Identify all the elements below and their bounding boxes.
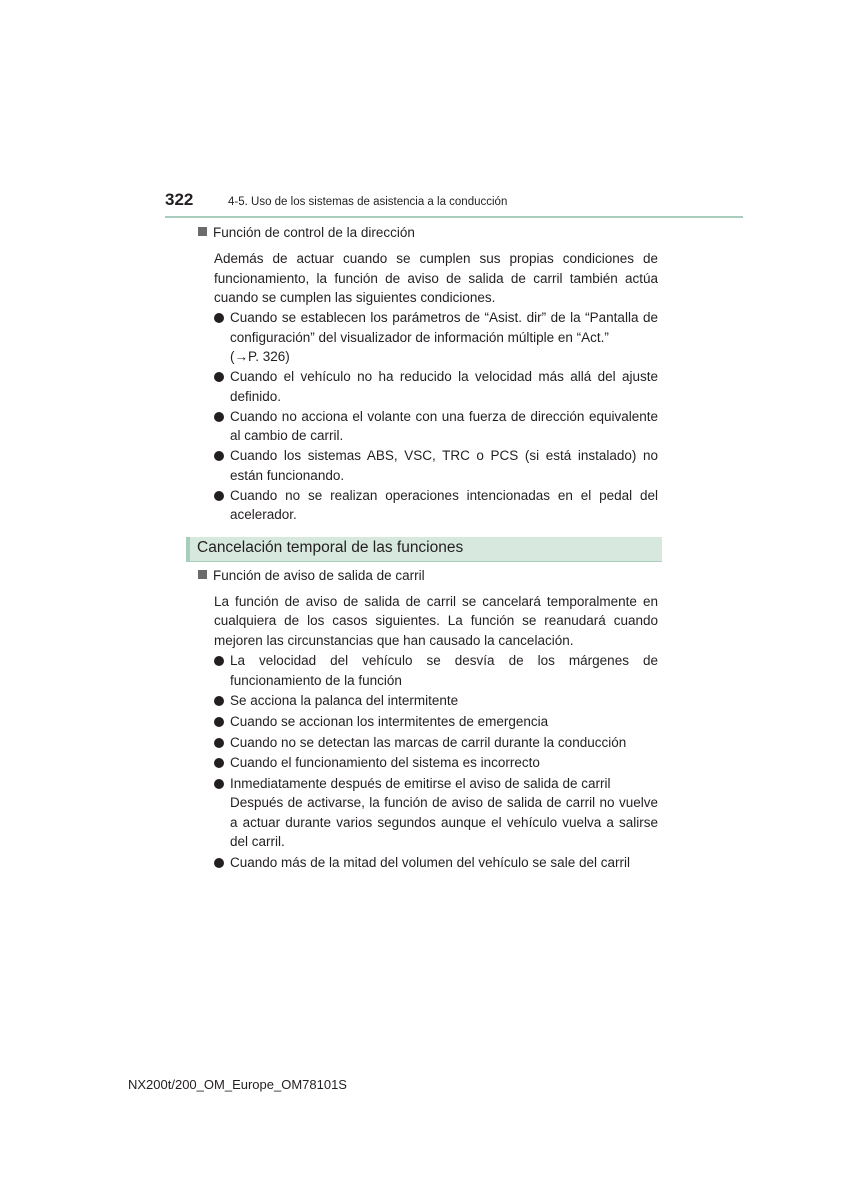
list-item [214, 308, 658, 367]
list-item [214, 853, 658, 873]
list-item-text: Cuando el vehículo no ha reducido la velocidad más allá del ajuste definido. [230, 369, 658, 404]
bullet-icon [214, 656, 224, 666]
cancellation-paragraph: La función de aviso de salida de carril se cancelará temporalmente en cualquiera de los casos siguientes. La función se reanudará cuando mejoren las circunstancias que han causado la cancelación. [214, 594, 658, 648]
bullet-icon [214, 491, 224, 501]
list-item [214, 712, 658, 732]
bullet-icon [214, 696, 224, 706]
subheading-lane-departure [198, 568, 425, 583]
list-item-text: La velocidad del vehículo se desvía de los márgenes de funcionamiento de la función [230, 653, 658, 688]
list-item [214, 774, 658, 852]
list-item [214, 367, 658, 406]
list-item-note: Después de activarse, la función de aviso de salida de carril no vuelve a actuar durante varios segundos aunque el vehículo vuelva a salirse del carril. [230, 795, 658, 850]
list-item-text: Cuando no se detectan las marcas de carril durante la conducción [230, 734, 627, 750]
bullet-icon [214, 717, 224, 727]
document-code: NX200t/200_OM_Europe_OM78101S [128, 1077, 347, 1092]
chapter-title: 4-5. Uso de los sistemas de asistencia a la conducción [228, 196, 508, 208]
list-item [214, 486, 658, 525]
bullet-icon [214, 779, 224, 789]
page-number: 322 [165, 190, 194, 209]
list-item-text: Cuando el funcionamiento del sistema es incorrecto [230, 755, 540, 771]
list-item [214, 407, 658, 446]
bullet-icon [214, 758, 224, 768]
list-item [214, 753, 658, 773]
list-item-text: Inmediatamente después de emitirse el aviso de salida de carril [230, 775, 611, 791]
list-item-text: Cuando no se realizan operaciones intencionadas en el pedal del acelerador. [230, 487, 658, 522]
list-item-text: Cuando se establecen los parámetros de “Asist. dir” de la “Pantalla de configuración” del visualizador de información múltiple en “Act.” [230, 310, 658, 345]
page-reference-link[interactable]: (→P. 326) [230, 349, 290, 364]
square-bullet-icon [198, 227, 207, 236]
list-item [214, 733, 658, 753]
square-bullet-icon [198, 570, 207, 579]
page-header [165, 190, 743, 218]
list-item-text: Cuando más de la mitad del volumen del vehículo se sale del carril [230, 855, 630, 871]
section-divider [186, 561, 662, 562]
list-item-text: Cuando se accionan los intermitentes de emergencia [230, 713, 549, 729]
bullet-icon [214, 858, 224, 868]
list-item-text: Cuando no acciona el volante con una fuerza de dirección equivalente al cambio de carril. [230, 408, 658, 443]
conditions-list [214, 308, 658, 525]
list-item [214, 691, 658, 711]
section-title: Cancelación temporal de las funciones [197, 539, 464, 556]
subheading-text: Función de aviso de salida de carril [213, 568, 425, 583]
list-item-text: Cuando los sistemas ABS, VSC, TRC o PCS (si está instalado) no están funcionando. [230, 448, 658, 483]
list-item-text: Se acciona la palanca del intermitente [230, 693, 459, 709]
header-divider [165, 216, 743, 218]
bullet-icon [214, 372, 224, 382]
section-heading-bar [186, 537, 662, 561]
bullet-icon [214, 451, 224, 461]
bullet-icon [214, 738, 224, 748]
list-item [214, 651, 658, 690]
bullet-icon [214, 412, 224, 422]
bullet-icon [214, 313, 224, 323]
list-item [214, 446, 658, 485]
cancellation-list [214, 651, 658, 874]
intro-paragraph: Además de actuar cuando se cumplen sus propias condiciones de funcionamiento, la función de aviso de salida de carril también actúa cuando se cumplen las siguientes condiciones. [214, 251, 658, 306]
subheading-text: Función de control de la dirección [213, 225, 415, 240]
subheading-steering-control [198, 225, 415, 240]
